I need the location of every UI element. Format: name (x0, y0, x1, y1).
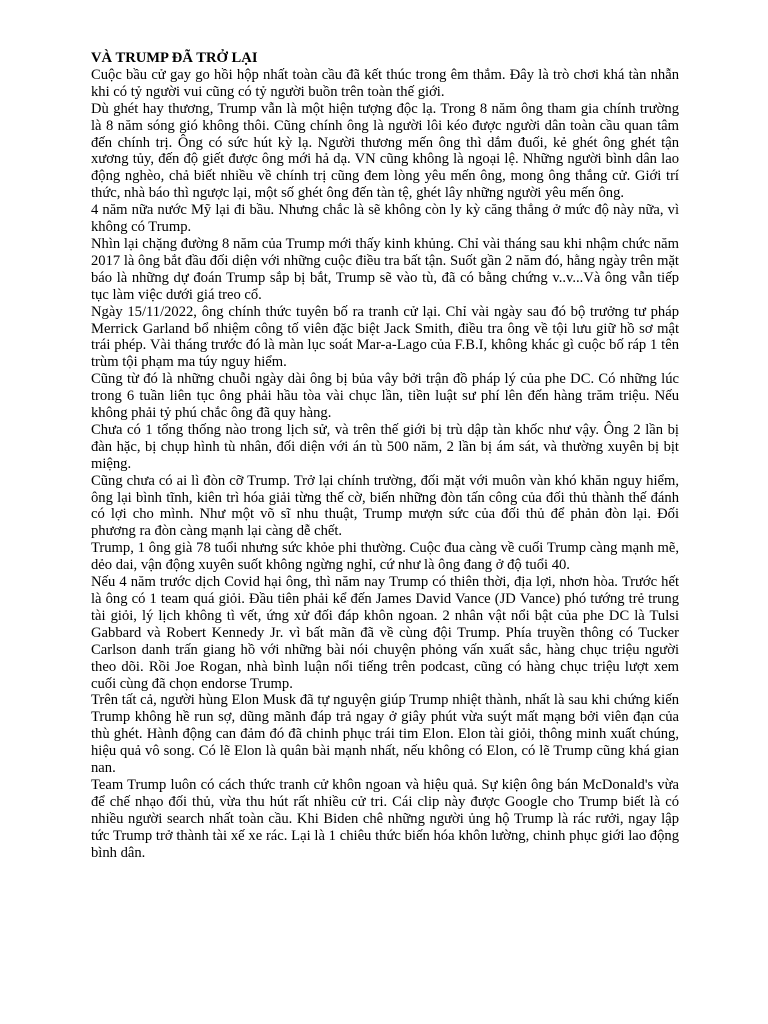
paragraph: Ngày 15/11/2022, ông chính thức tuyên bố ra tranh cử lại. Chỉ vài ngày sau đó bộ trưởng tư pháp Merrick Garland bổ nhiệm công tố viên đặc biệt Jack Smith, điều tra ông về tội lưu giữ hồ sơ mật trái phép. Vài tháng trước đó là màn lục soát Mar-a-Lago của F.B.I, không khác gì cuộc bố ráp 1 tên trùm tội phạm ma túy nguy hiểm. (91, 303, 679, 371)
paragraph: Team Trump luôn có cách thức tranh cử khôn ngoan và hiệu quả. Sự kiện ông bán McDonald's vừa để chế nhạo đối thủ, vừa thu hút rất nhiều cử tri. Cái clip này được Google cho Trump biết là có nhiều người search nhất toàn cầu. Khi Biden chê những người ủng hộ Trump là rác rưởi, ngay lập tức Trump trở thành tài xế xe rác. Lại là 1 chiêu thức biến hóa khôn lường, chinh phục giới lao động bình dân. (91, 776, 679, 861)
document-page (91, 50, 679, 862)
paragraph: Nếu 4 năm trước dịch Covid hại ông, thì năm nay Trump có thiên thời, địa lợi, nhơn hòa. Trước hết là ông có 1 team quá giỏi. Đầu tiên phải kể đến James David Vance (JD Vance) phó tướng trẻ trung tài giỏi, lý lịch không tì vết, ứng xử đối đáp khôn ngoan. 2 nhân vật nổi bật của phe DC là Tulsi Gabbard và Robert Kennedy Jr. vì bất mãn đã về cùng đội Trump. Phía truyền thông có Tucker Carlson danh trấn giang hồ với những bài nói chuyện phỏng vấn xuất sắc, hàng chục triệu người theo dõi. Rồi Joe Rogan, nhà bình luận nổi tiếng trên podcast, cũng có hàng chục triệu lượt xem cuối cùng đã chọn endorse Trump. (91, 574, 679, 692)
document-title: VÀ TRUMP ĐÃ TRỞ LẠI (91, 50, 258, 66)
paragraph: Dù ghét hay thương, Trump vẫn là một hiện tượng độc lạ. Trong 8 năm ông tham gia chính trường là 8 năm sóng gió không thôi. Cũng chính ông là người lôi kéo được người dân toàn cầu quan tâm đến chính trị. Ông có sức hút kỳ lạ. Người thương mến ông thì dắm đuối, kẻ ghét ông ghét tận xương tủy, đến độ giết được ông mới hả dạ. VN cũng không là ngoại lệ. Những người bình dân lao động nghèo, chả biết nhiều về chính trị cũng đem lòng yêu mến ông, mong ông thắng cử. Giới trí thức, nhà báo thì ngược lại, một số ghét ông đến tàn tệ, ghét lây những người yêu mến ông. (91, 100, 679, 202)
paragraph: Cuộc bầu cử gay go hồi hộp nhất toàn cầu đã kết thúc trong êm thắm. Đây là trò chơi khá tàn nhẫn khi có tỷ người vui cũng có tỷ người buồn trên toàn thế giới. (91, 66, 679, 100)
paragraph: Trump, 1 ông già 78 tuổi nhưng sức khỏe phi thường. Cuộc đua càng về cuối Trump càng mạnh mẽ, dẻo dai, vận động xuyên suốt không ngừng nghỉ, cứ như là ông đang ở độ tuổi 40. (91, 540, 679, 574)
paragraph: Nhìn lại chặng đường 8 năm của Trump mới thấy kinh khủng. Chỉ vài tháng sau khi nhậm chức năm 2017 là ông bắt đầu đối diện với những cuộc điều tra bất tận. Suốt gần 2 năm đó, hằng ngày trên mặt báo là những dự đoán Trump sắp bị bắt, Trump sẽ vào tù, đã có bằng chứng v..v...Và ông vẫn tiếp tục làm việc dưới giá treo cổ. (91, 235, 679, 303)
paragraph: Trên tất cả, người hùng Elon Musk đã tự nguyện giúp Trump nhiệt thành, nhất là sau khi chứng kiến Trump không hề run sợ, dũng mãnh đáp trả ngay ở giây phút vừa suýt mất mạng bởi viên đạn của thù ghét. Hành động can đảm đó đã chinh phục trái tim Elon. Elon tài giỏi, thông minh xuất chúng, hiệu quả vô song. Có lẽ Elon là quân bài mạnh nhất, nếu không có Elon, có lẽ Trump cũng khá gian nan. (91, 692, 679, 777)
paragraph: Cũng từ đó là những chuỗi ngày dài ông bị bủa vây bởi trận đồ pháp lý của phe DC. Có những lúc trong 6 tuần liên tục ông phải hầu tòa vài chục lần, tiền luật sư phí lên đến hàng trăm triệu. Nếu không phải tỷ phú chắc ông đã quy hàng. (91, 371, 679, 422)
paragraph: Chưa có 1 tổng thống nào trong lịch sử, và trên thế giới bị trù dập tàn khốc như vậy. Ông 2 lần bị đàn hặc, bị chụp hình tù nhân, đối diện với án tù 500 năm, 2 lần bị ám sát, và thường xuyên bị bịt miệng. (91, 421, 679, 472)
paragraph: 4 năm nữa nước Mỹ lại đi bầu. Nhưng chắc là sẽ không còn ly kỳ căng thẳng ở mức độ này nữa, vì không có Trump. (91, 202, 679, 236)
paragraph: Cũng chưa có ai lì đòn cỡ Trump. Trở lại chính trường, đối mặt với muôn vàn khó khăn nguy hiểm, ông lại bình tĩnh, kiên trì hóa giải từng thế cờ, biến những đòn tấn công của đối thủ thành thế đánh có lợi cho mình. Như một võ sĩ nhu thuật, Trump mượn sức của đối thủ để phản đòn lại. Đối phương ra đòn càng mạnh lại càng dễ chết. (91, 472, 679, 540)
